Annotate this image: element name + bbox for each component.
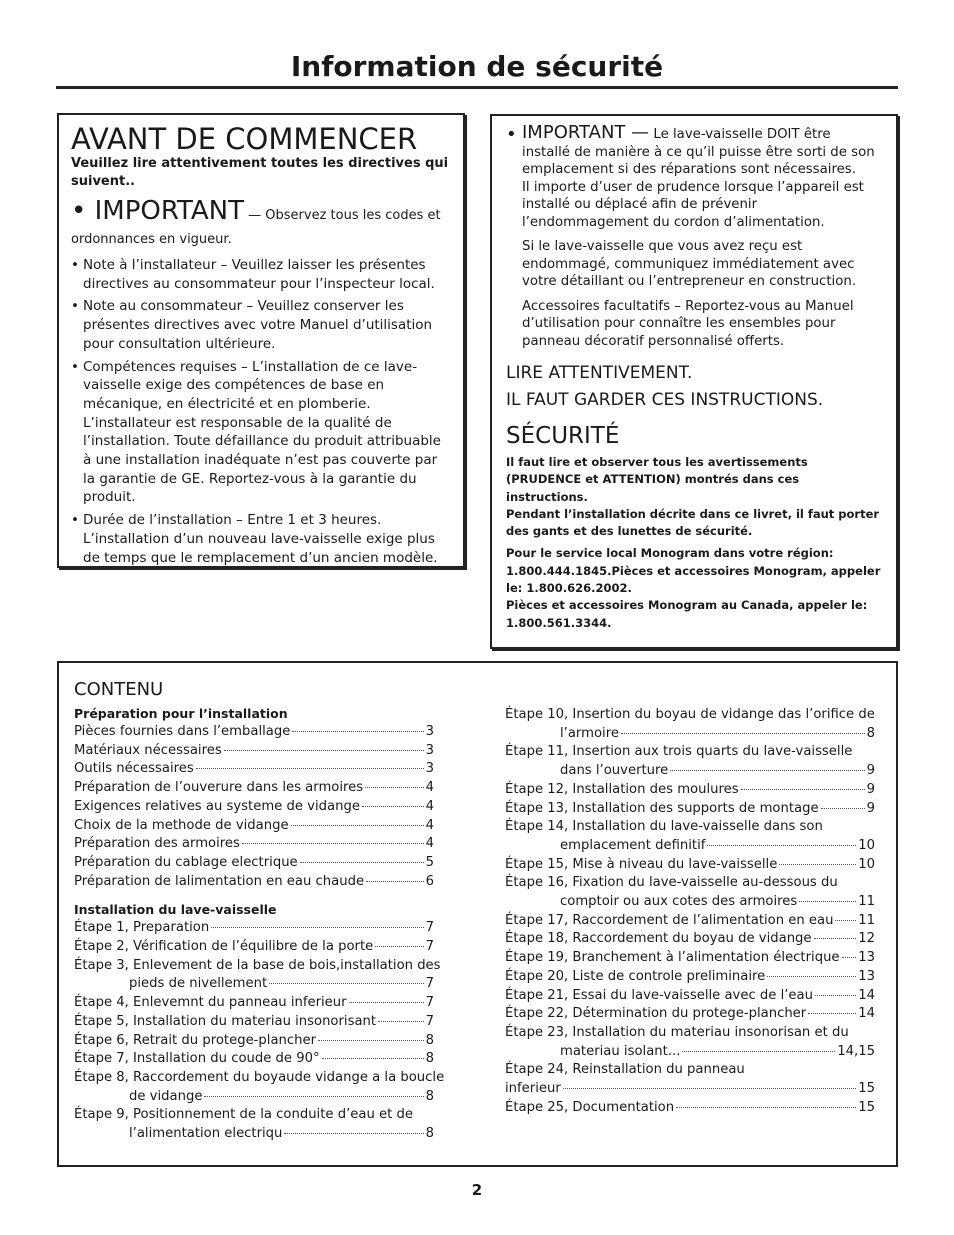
toc-entry[interactable]: [74, 798, 434, 817]
toc-entry-title: Étape 25, Documentation: [505, 1099, 675, 1115]
toc-entry[interactable]: [505, 968, 875, 987]
toc-entry-title: Exigences relatives au systeme de vidange: [74, 798, 360, 814]
toc-entry-title-cont: inferieur: [505, 1081, 561, 1097]
safety-heading: SÉCURITÉ: [506, 423, 620, 449]
dot-leader: [292, 731, 423, 732]
right-para-1: Il importe d’user de prudence lorsque l’appareil est installé ou déplacé afin de prévenir l’endommagement du cordon d’alimentation.: [522, 179, 864, 230]
toc-page-number: 8: [425, 1126, 434, 1142]
toc-page-number: 6: [425, 873, 434, 889]
toc-entry[interactable]: [505, 818, 875, 855]
toc-page-number: 7: [425, 995, 434, 1011]
dot-leader: [378, 1021, 424, 1022]
dot-leader: [291, 825, 424, 826]
right-para-2: Si le lave-vaisselle que vous avez reçu est endommagé, communiquez immédiatement avec votre détaillant ou l’entrepreneur en construction.: [522, 239, 857, 289]
toc-entry-title: Étape 12, Installation des moulures: [505, 781, 739, 797]
warning-text-2: Pendant l’installation décrite dans ce livret, il faut porter des gants et des lunettes de sécurité.: [506, 506, 880, 539]
contents-heading: CONTENU: [74, 679, 164, 700]
dot-leader: [707, 845, 856, 846]
left-bullet-item: • Compétences requises – L’installation de ce lave-vaisselle exige des compétences de base en mécanique, en électricité et en plomberie. L’installateur est responsable de la qualité de l’installation. Toute défaillance du produit attribuable à une installation inadéquate n’est pas couverte par la garantie de GE. Reportez-vous à la garantie du produit.: [71, 358, 451, 508]
toc-entry-title: Étape 6, Retrait du protege-plancher: [74, 1032, 317, 1048]
toc-entry-title: Étape 16, Fixation du lave-vaisselle au-dessous du: [505, 875, 838, 891]
toc-entry[interactable]: [505, 1024, 875, 1061]
toc-entry[interactable]: [505, 1099, 875, 1118]
toc-page-number: 7: [425, 1013, 434, 1029]
toc-entry-title: Préparation du cablage electrique: [74, 854, 298, 870]
toc-entry-title: Étape 11, Insertion aux trois quarts du lave-vaisselle: [505, 744, 853, 760]
toc-page-number: 14: [858, 987, 875, 1003]
toc-left-column: [74, 679, 445, 1144]
toc-entry[interactable]: [505, 987, 875, 1006]
toc-page-number: 9: [866, 763, 875, 779]
toc-entry-title: Matériaux nécessaires: [74, 742, 222, 758]
dot-leader: [799, 901, 856, 902]
dot-leader: [741, 789, 865, 790]
toc-entry[interactable]: [74, 760, 434, 779]
dot-leader: [676, 1107, 856, 1108]
toc-page-number: 12: [858, 931, 875, 947]
toc-entry-title: Étape 14, Installation du lave-vaisselle dans son: [505, 819, 823, 835]
toc-page-number: 15: [858, 1081, 875, 1097]
contents-box: [57, 661, 898, 1167]
toc-entry-title: Étape 20, Liste de controle preliminaire: [505, 968, 766, 984]
toc-entry-title: Choix de la methode de vidange: [74, 817, 289, 833]
toc-entry-title-cont: emplacement definitif: [560, 837, 706, 853]
before-you-begin-heading: AVANT DE COMMENCER: [71, 122, 418, 156]
toc-page-number: 7: [425, 976, 434, 992]
toc-page-number: 11: [858, 912, 875, 928]
toc-page-number: 8: [425, 1051, 434, 1067]
title-rule: [56, 86, 898, 89]
toc-page-number: 3: [425, 724, 434, 739]
toc-page-number: 4: [425, 780, 434, 796]
toc-page-number: 9: [866, 800, 875, 816]
toc-page-number: 4: [425, 836, 434, 852]
toc-entry-title: Étape 9, Positionnement de la conduite d’eau et de: [74, 1107, 413, 1123]
toc-page-number: 7: [425, 920, 434, 936]
dot-leader: [269, 983, 423, 984]
toc-page-number: 9: [866, 781, 875, 797]
toc-entry-title: Étape 24, Reinstallation du panneau: [505, 1062, 745, 1078]
install-list: [74, 919, 445, 1143]
dot-leader: [814, 938, 857, 939]
toc-page-number: 3: [425, 742, 434, 758]
toc-entry-title-cont: materiau isolant...: [560, 1043, 681, 1059]
important-codes-text: — Observez tous les codes et ordonnances en vigueur.: [71, 208, 441, 247]
toc-entry-title: Étape 22, Détermination du protege-plancher: [505, 1006, 807, 1022]
toc-entry[interactable]: [74, 957, 441, 994]
toc-page-number: 13: [858, 968, 875, 984]
right-important-label: IMPORTANT —: [522, 122, 650, 143]
toc-entry-title-cont: dans l’ouverture: [560, 763, 669, 779]
toc-entry-title: Étape 10, Insertion du boyau de vidange das l’orifice de: [505, 707, 875, 722]
toc-page-number: 5: [425, 854, 434, 870]
toc-entry-title: Étape 17, Raccordement de l’alimentation en eau: [505, 912, 834, 928]
dot-leader: [842, 957, 857, 958]
toc-entry-title: Outils nécessaires: [74, 761, 194, 777]
toc-entry[interactable]: [505, 949, 875, 968]
dot-leader: [821, 808, 865, 809]
toc-page-number: 4: [425, 817, 434, 833]
dot-leader: [375, 946, 423, 947]
toc-entry[interactable]: [74, 723, 434, 742]
right-para-3: Accessoires facultatifs – Reportez-vous au Manuel d’utilisation pour connaître les ensembles pour panneau décoratif personnalisé offerts.: [522, 298, 854, 349]
dot-leader: [563, 1088, 856, 1089]
toc-entry[interactable]: [74, 817, 434, 836]
toc-entry[interactable]: [74, 938, 434, 957]
toc-entry[interactable]: [505, 856, 875, 875]
dot-leader: [211, 927, 423, 928]
toc-entry[interactable]: [505, 1005, 875, 1024]
toc-entry[interactable]: [74, 779, 434, 798]
toc-entry-title: Étape 21, Essai du lave-vaisselle avec de l’eau: [505, 987, 813, 1003]
toc-entry[interactable]: [505, 912, 875, 931]
safety-box: [490, 114, 898, 649]
toc-entry-title-cont: l’alimentation electriqu: [129, 1126, 283, 1142]
toc-entry-title: Étape 7, Installation du coude de 90°: [74, 1051, 320, 1067]
toc-entry[interactable]: [505, 1061, 875, 1098]
toc-entry[interactable]: [74, 742, 434, 761]
dot-leader: [204, 1096, 423, 1097]
left-bullet-item: • Note au consommateur – Veuillez conserver les présentes directives avec votre Manuel d’utilisation pour consultation ultérieure.: [71, 297, 451, 353]
toc-entry-title-cont: pieds de nivellement: [129, 976, 268, 992]
toc-page-number: 11: [858, 894, 875, 910]
toc-entry[interactable]: [505, 781, 875, 800]
toc-entry-title: Préparation de lalimentation en eau chaude: [74, 873, 365, 889]
toc-entry-title: Étape 4, Enlevemnt du panneau inferieur: [74, 995, 347, 1011]
right-important-text: Le lave-vaisselle DOIT être installé de manière à ce qu’il puisse être sorti de son emplacement si des réparations sont nécessaires.: [522, 127, 875, 177]
toc-entry-title: Étape 8, Raccordement du boyaude vidange a la boucle: [74, 1069, 445, 1085]
dot-leader: [835, 920, 856, 921]
page-title: Information de sécurité: [290, 50, 664, 83]
dot-leader: [682, 1051, 835, 1052]
dot-leader: [670, 770, 864, 771]
dot-leader: [224, 750, 424, 751]
steps-list: [505, 706, 875, 1117]
toc-entry[interactable]: [74, 1050, 434, 1069]
dot-leader: [322, 1058, 424, 1059]
toc-page-number: 13: [858, 950, 875, 966]
dot-leader: [779, 864, 856, 865]
toc-entry[interactable]: [505, 874, 875, 911]
toc-entry-title: Pièces fournies dans l’emballage: [74, 724, 291, 739]
toc-entry[interactable]: [74, 994, 434, 1013]
toc-page-number: 8: [425, 1032, 434, 1048]
toc-page-number: 15: [858, 1099, 875, 1115]
dot-leader: [815, 995, 856, 996]
prep-heading: Préparation pour l’installation: [74, 706, 288, 721]
toc-entry-title: Étape 23, Installation du materiau insonorisan et du: [505, 1024, 849, 1040]
toc-entry-title: Étape 1, Preparation: [74, 920, 210, 936]
dot-leader: [808, 1013, 856, 1014]
toc-entry-title-cont: l’armoire: [560, 725, 619, 741]
toc-entry[interactable]: [505, 930, 875, 949]
keep-instructions: IL FAUT GARDER CES INSTRUCTIONS.: [506, 390, 824, 410]
toc-entry[interactable]: [74, 1013, 434, 1032]
toc-page-number: 14,15: [837, 1043, 875, 1059]
toc-page-number: 4: [425, 798, 434, 814]
read-carefully: LIRE ATTENTIVEMENT.: [506, 363, 693, 383]
dot-leader: [767, 976, 856, 977]
dot-leader: [242, 843, 424, 844]
toc-entry-title: Étape 3, Enlevement de la base de bois,installation des: [74, 957, 441, 973]
toc-entry-title: Étape 2, Vérification de l’équilibre de la porte: [74, 939, 374, 955]
service-text-1: Pour le service local Monogram dans votre région: 1.800.444.1845.Pièces et accessoires Monogram, appeler le: 1.800.626.2002.: [506, 546, 881, 596]
toc-entry[interactable]: [505, 743, 875, 780]
toc-entry-title-cont: comptoir ou aux cotes des armoires: [560, 894, 798, 910]
toc-entry[interactable]: [74, 854, 434, 873]
toc-entry[interactable]: [505, 706, 875, 743]
toc-entry-title: Étape 19, Branchement à l’alimentation électrique: [505, 950, 840, 966]
toc-entry[interactable]: [74, 919, 434, 938]
toc-entry-title-cont: de vidange: [129, 1088, 203, 1104]
left-bullet-item: • Note à l’installateur – Veuillez laisser les présentes directives au consommateur pour l’inspecteur local.: [71, 256, 451, 293]
toc-page-number: 3: [425, 761, 434, 777]
toc-entry[interactable]: [74, 1032, 434, 1051]
dot-leader: [318, 1040, 424, 1041]
toc-page-number: 10: [858, 837, 875, 853]
dot-leader: [300, 862, 424, 863]
toc-page-number: 14: [858, 1006, 875, 1022]
important-label: • IMPORTANT: [71, 196, 245, 226]
toc-entry[interactable]: [74, 1069, 445, 1106]
important-codes: [71, 196, 451, 252]
toc-entry-title: Préparation des armoires: [74, 836, 240, 852]
toc-right-column: [505, 706, 875, 1117]
dot-leader: [196, 768, 424, 769]
toc-entry[interactable]: [74, 873, 434, 892]
dot-leader: [365, 787, 423, 788]
toc-page-number: 8: [425, 1088, 434, 1104]
page-number: 2: [471, 1181, 483, 1199]
dot-leader: [366, 881, 424, 882]
prep-list: [74, 723, 434, 891]
toc-page-number: 8: [866, 725, 875, 741]
toc-entry-title: Étape 18, Raccordement du boyau de vidange: [505, 931, 812, 947]
toc-page-number: 10: [858, 856, 875, 872]
dot-leader: [362, 806, 424, 807]
toc-entry[interactable]: [74, 1106, 434, 1143]
important-bullet-icon: •: [506, 124, 517, 145]
toc-entry-title: Étape 5, Installation du materiau insonorisant: [74, 1013, 377, 1029]
toc-page-number: 7: [425, 939, 434, 955]
install-heading: Installation du lave-vaisselle: [74, 902, 277, 918]
before-you-begin-box: [57, 113, 465, 568]
dot-leader: [284, 1133, 423, 1134]
service-text-2: Pièces et accessoires Monogram au Canada, appeler le: 1.800.561.3344.: [506, 598, 868, 630]
left-bullet-list: [71, 256, 451, 567]
toc-entry-title: Étape 13, Installation des supports de montage: [505, 800, 819, 816]
toc-entry-title: Étape 15, Mise à niveau du lave-vaisselle: [505, 856, 778, 872]
left-bullet-item: • Durée de l’installation – Entre 1 et 3 heures. L’installation d’un nouveau lave-vaisselle exige plus de temps que le remplacement d’un ancien modèle.: [71, 511, 451, 567]
warning-text-1: Il faut lire et observer tous les avertissements (PRUDENCE et ATTENTION) montrés dans ces instructions.: [506, 455, 808, 504]
toc-entry[interactable]: [74, 835, 434, 854]
intro-text: Veuillez lire attentivement toutes les directives qui suivent..: [71, 156, 449, 189]
toc-entry-title: Préparation de l’ouverure dans les armoires: [74, 780, 364, 796]
dot-leader: [621, 733, 865, 734]
dot-leader: [349, 1002, 424, 1003]
toc-entry[interactable]: [505, 800, 875, 819]
